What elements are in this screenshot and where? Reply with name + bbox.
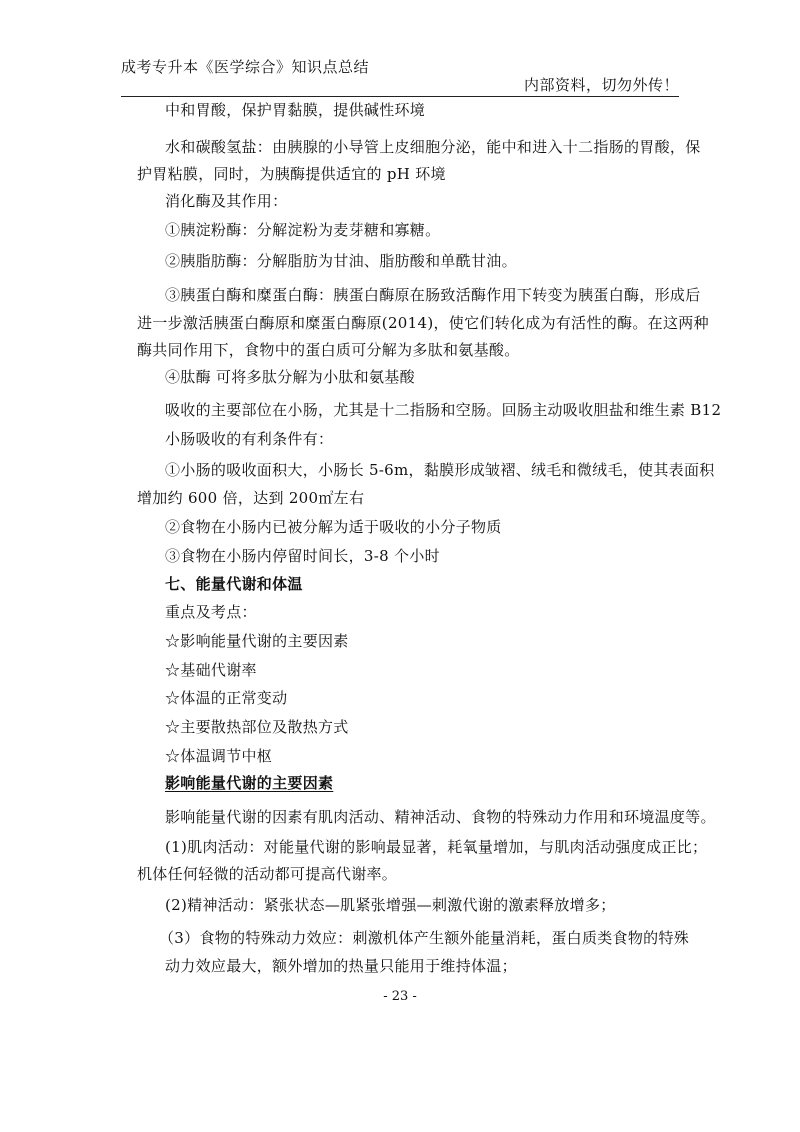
text-line: ①小肠的吸收面积大，小肠长 5-6m，黏膜形成皱褶、绒毛和微绒毛，使其表面积 [165, 461, 715, 479]
text-line: 酶共同作用下，食物中的蛋白质可分解为多肽和氨基酸。 [137, 341, 520, 359]
header-divider [121, 96, 679, 97]
section-heading: 七、能量代谢和体温 [165, 575, 303, 593]
text-line: (2)精神活动：紧张状态—肌紧张增强—刺激代谢的激素释放增多； [165, 896, 616, 914]
text-line: ②食物在小肠内已被分解为适于吸收的小分子物质 [165, 518, 502, 536]
text-line: (1)肌肉活动：对能量代谢的影响最显著，耗氧量增加，与肌肉活动强度成正比； [165, 838, 708, 856]
text-line: 护胃粘膜，同时，为胰酶提供适宜的 pH 环境 [137, 165, 446, 183]
page-number: - 23 - [383, 989, 417, 1004]
document-header-title: 成考专升本《医学综合》知识点总结 [121, 58, 370, 76]
key-point-item: ☆体温的正常变动 [165, 689, 288, 707]
text-line: ③胰蛋白酶和糜蛋白酶：胰蛋白酶原在肠致活酶作用下转变为胰蛋白酶，形成后 [165, 286, 701, 304]
text-line: （3）食物的特殊动力效应：刺激机体产生额外能量消耗，蛋白质类食物的特殊 [159, 929, 690, 947]
text-line: 重点及考点： [165, 603, 257, 621]
text-line: ③食物在小肠内停留时间长，3-8 个小时 [165, 547, 440, 565]
key-point-item: ☆基础代谢率 [165, 661, 257, 679]
key-point-item: ☆体温调节中枢 [165, 747, 273, 765]
key-point-item: ☆影响能量代谢的主要因素 [165, 632, 349, 650]
text-line: ④肽酶 可将多肽分解为小肽和氨基酸 [165, 368, 415, 386]
subsection-heading: 影响能量代谢的主要因素 [165, 774, 334, 792]
text-line: 机体任何轻微的活动都可提高代谢率。 [137, 865, 398, 883]
text-line: ②胰脂肪酶：分解脂肪为甘油、脂肪酸和单酰甘油。 [165, 252, 517, 270]
text-line: 进一步激活胰蛋白酶原和糜蛋白酶原(2014)，使它们转化成为有活性的酶。在这两种 [137, 314, 709, 332]
text-line: 小肠吸收的有利条件有： [165, 430, 334, 448]
key-point-item: ☆主要散热部位及散热方式 [165, 718, 349, 736]
text-line: ①胰淀粉酶：分解淀粉为麦芽糖和寡糖。 [165, 221, 441, 239]
confidential-notice: 内部资料，切勿外传！ [523, 76, 679, 94]
text-line: 动力效应最大，额外增加的热量只能用于维持体温； [165, 957, 517, 975]
text-line: 吸收的主要部位在小肠，尤其是十二指肠和空肠。回肠主动吸收胆盐和维生素 B12 [165, 401, 722, 419]
text-line: 水和碳酸氢盐：由胰腺的小导管上皮细胞分泌，能中和进入十二指肠的胃酸，保 [165, 138, 701, 156]
text-line: 中和胃酸，保护胃黏膜，提供碱性环境 [165, 101, 426, 119]
text-line: 增加约 600 倍，达到 200㎡左右 [137, 489, 365, 507]
text-line: 消化酶及其作用： [165, 192, 288, 210]
text-line: 影响能量代谢的因素有肌肉活动、精神活动、食物的特殊动力作用和环境温度等。 [165, 808, 716, 826]
